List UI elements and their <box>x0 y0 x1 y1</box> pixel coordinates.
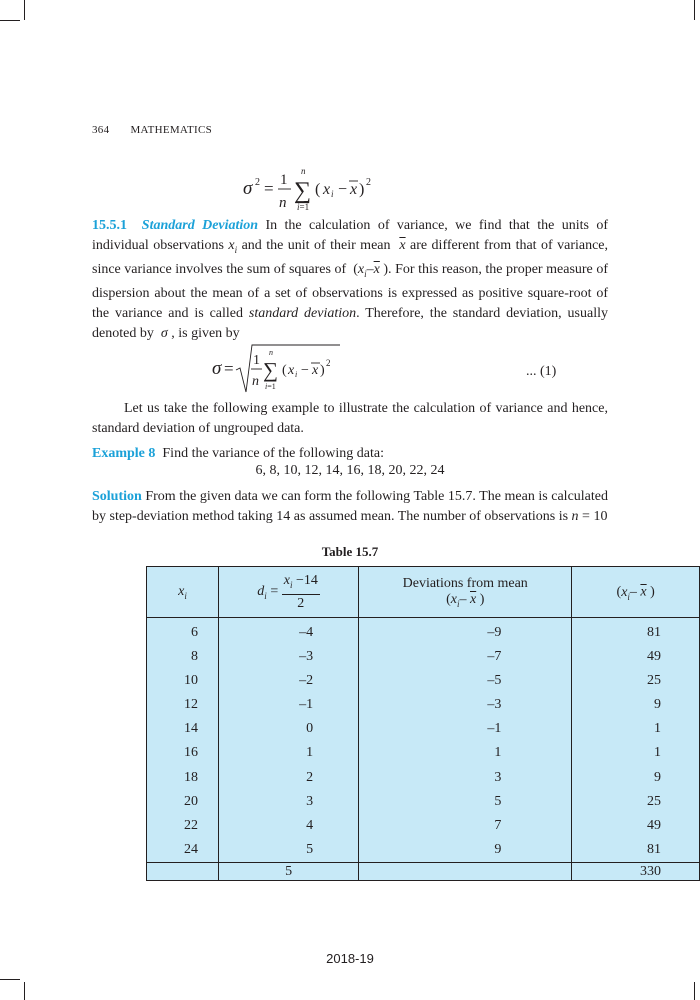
paragraph-text: are different from that of variance, since variance involves the sum of squares of <box>92 237 609 277</box>
table-cell: 16 <box>147 741 219 765</box>
header-deviations: Deviations from mean ($x_i-$ $\overline{x}$ ) <box>359 567 572 618</box>
math-xbar: $\overline{x}$ <box>399 237 406 253</box>
table-cell: 1 <box>572 741 700 765</box>
table-row <box>147 741 700 765</box>
svg-text:i: i <box>331 189 334 199</box>
svg-text:σ: σ <box>212 358 222 379</box>
table-header-row <box>147 567 700 618</box>
table-row <box>147 693 700 717</box>
svg-text:i: i <box>295 370 298 379</box>
table-cell: 8 <box>147 645 219 669</box>
table-cell: 12 <box>147 693 219 717</box>
svg-text:): ) <box>320 363 325 378</box>
svg-text:(: ( <box>315 181 321 198</box>
table-cell: 3 <box>359 766 572 790</box>
table-cell: –4 <box>219 618 359 646</box>
math-n: n <box>571 508 579 524</box>
svg-text:n: n <box>301 166 306 176</box>
page-number: 364 <box>92 124 110 136</box>
svg-text:−: − <box>301 363 309 378</box>
table-cell: 1 <box>572 717 700 741</box>
page-footer: 2018-19 <box>326 951 374 966</box>
table-row <box>147 790 700 814</box>
table-cell: 9 <box>572 766 700 790</box>
example-label: Example 8 <box>92 446 156 461</box>
header-squared-deviation: ($x_i-$ $\overline{x}$ ) <box>572 567 700 618</box>
table-row <box>147 645 700 669</box>
table-cell: 5 <box>359 790 572 814</box>
crop-mark-top-right <box>694 0 695 20</box>
svg-text:2: 2 <box>326 358 331 368</box>
table-cell: 49 <box>572 814 700 838</box>
svg-text:−: − <box>338 181 348 198</box>
table-cell: 4 <box>219 814 359 838</box>
table-cell: 2 <box>219 766 359 790</box>
paragraph-text: . Therefore, the standard deviation, usually denoted by <box>92 305 609 341</box>
table-cell: 1 <box>359 741 572 765</box>
table-cell: –7 <box>359 645 572 669</box>
table-total-row <box>147 862 700 880</box>
svg-text:x: x <box>350 181 358 198</box>
section-number: 15.5.1 <box>92 218 127 233</box>
math-xi: $x_i$ <box>228 237 238 255</box>
table-cell: 9 <box>572 693 700 717</box>
svg-text:∑: ∑ <box>263 358 278 382</box>
table-row <box>147 618 700 646</box>
svg-text:x: x <box>288 363 295 378</box>
table-cell: –3 <box>359 693 572 717</box>
svg-text:σ: σ <box>243 178 253 199</box>
svg-text:1: 1 <box>253 353 260 368</box>
table-cell: 9 <box>359 838 572 863</box>
paragraph-text: , is given by <box>171 325 240 341</box>
svg-text:): ) <box>359 181 365 198</box>
svg-text:x: x <box>323 181 331 198</box>
svg-text:2: 2 <box>255 177 260 188</box>
crop-mark-bottom-left <box>0 979 20 980</box>
crop-mark-bottom-left <box>24 982 25 1000</box>
table-cell: 14 <box>147 717 219 741</box>
table-row <box>147 766 700 790</box>
crop-mark-top-left <box>0 20 20 21</box>
table-cell: 20 <box>147 790 219 814</box>
table-caption: Table 15.7 <box>321 544 379 559</box>
variance-formula <box>243 166 393 216</box>
total-cell: 5 <box>219 862 359 880</box>
table-cell: 1 <box>219 741 359 765</box>
table-cell: 22 <box>147 814 219 838</box>
standard-deviation-paragraph: 15.5.1 Standard Deviation In the calculation of variance, we find that the units of individual observations $x_i$ and the unit of their mean $\overline{x}$ are different from that of variance, since variance involves the sum of squares of ($x_i-\overline{x}$ ). For this reason, the proper measure of dispersion about the mean of a set of observations is expressed as positive square-root of the variance and is called standard deviation. Therefore, the standard deviation, usually denoted by σ , is given by <box>92 218 609 341</box>
table-cell: 25 <box>572 790 700 814</box>
svg-text:=: = <box>264 179 274 198</box>
table-cell: –1 <box>359 717 572 741</box>
header-deviations-label: Deviations from mean <box>402 575 528 591</box>
total-cell <box>147 862 219 880</box>
table-cell: 7 <box>359 814 572 838</box>
math-xi-minus-xbar: $x_i-\overline{x}$ <box>357 261 380 279</box>
example-intro: Let us take the following example to illustrate the calculation of variance and hence, standard deviation of ungrouped data. <box>92 401 608 436</box>
total-cell <box>359 862 572 880</box>
solution-paragraph <box>92 487 608 526</box>
running-header <box>92 124 212 136</box>
table-row <box>147 814 700 838</box>
table-cell: 24 <box>147 838 219 863</box>
table-row <box>147 838 700 863</box>
svg-text:∑: ∑ <box>294 178 312 204</box>
crop-mark-top-left <box>24 0 25 20</box>
svg-text:i=1: i=1 <box>297 202 310 212</box>
svg-text:1: 1 <box>280 172 288 188</box>
table-cell: 6 <box>147 618 219 646</box>
table-cell: –2 <box>219 669 359 693</box>
paragraph-text: . For this reason, the proper measure of dispersion about the mean of a set of observations is expressed as positive square-root of the variance and is called <box>92 261 608 321</box>
table-cell: 81 <box>572 838 700 863</box>
table-cell: 10 <box>147 669 219 693</box>
table-cell: –3 <box>219 645 359 669</box>
paragraph-text: and the unit of their mean <box>237 237 395 253</box>
table-cell: 0 <box>219 717 359 741</box>
svg-text:n: n <box>252 374 259 389</box>
crop-mark-bottom-right <box>694 982 695 1000</box>
svg-text:n: n <box>279 195 287 211</box>
svg-text:i=1: i=1 <box>265 382 276 391</box>
svg-text:x: x <box>312 363 319 378</box>
table-cell: 25 <box>572 669 700 693</box>
section-title: Standard Deviation <box>141 218 259 233</box>
header-di: $d_i$ = $x_i -14$ 2 <box>219 567 359 618</box>
table-cell: –9 <box>359 618 572 646</box>
table-cell: –5 <box>359 669 572 693</box>
svg-text:2: 2 <box>366 177 371 188</box>
table-row <box>147 669 700 693</box>
svg-text:(: ( <box>282 363 287 378</box>
equation-number: ... (1) <box>526 364 557 379</box>
table-cell: 3 <box>219 790 359 814</box>
solution-text: = 10 <box>578 508 608 524</box>
math-sigma: σ <box>160 325 168 341</box>
example-text: Find the variance of the following data: <box>162 446 384 461</box>
table-cell: 18 <box>147 766 219 790</box>
table-cell: 49 <box>572 645 700 669</box>
standard-deviation-formula <box>212 342 352 394</box>
table-cell: 81 <box>572 618 700 646</box>
solution-text: From the given data we can form the following Table 15.7. The mean is calculated by step-deviation method taking 14 as assumed mean. The number of observations is <box>92 489 608 524</box>
solution-label: Solution <box>92 489 142 504</box>
table-row <box>147 717 700 741</box>
example-statement <box>92 444 608 464</box>
svg-text:=: = <box>224 359 234 378</box>
term-standard-deviation: standard deviation <box>248 305 357 321</box>
paragraph-text: In the calculation of variance, we find that the units of individual observations <box>92 218 608 253</box>
svg-text:n: n <box>269 348 273 357</box>
table-cell: –1 <box>219 693 359 717</box>
variance-table <box>146 566 700 881</box>
example-data: 6, 8, 10, 12, 14, 16, 18, 20, 22, 24 <box>255 463 445 478</box>
table-cell: 5 <box>219 838 359 863</box>
total-cell: 330 <box>572 862 700 880</box>
header-xi: $x_i$ <box>147 567 219 618</box>
header-title: MATHEMATICS <box>130 124 212 136</box>
